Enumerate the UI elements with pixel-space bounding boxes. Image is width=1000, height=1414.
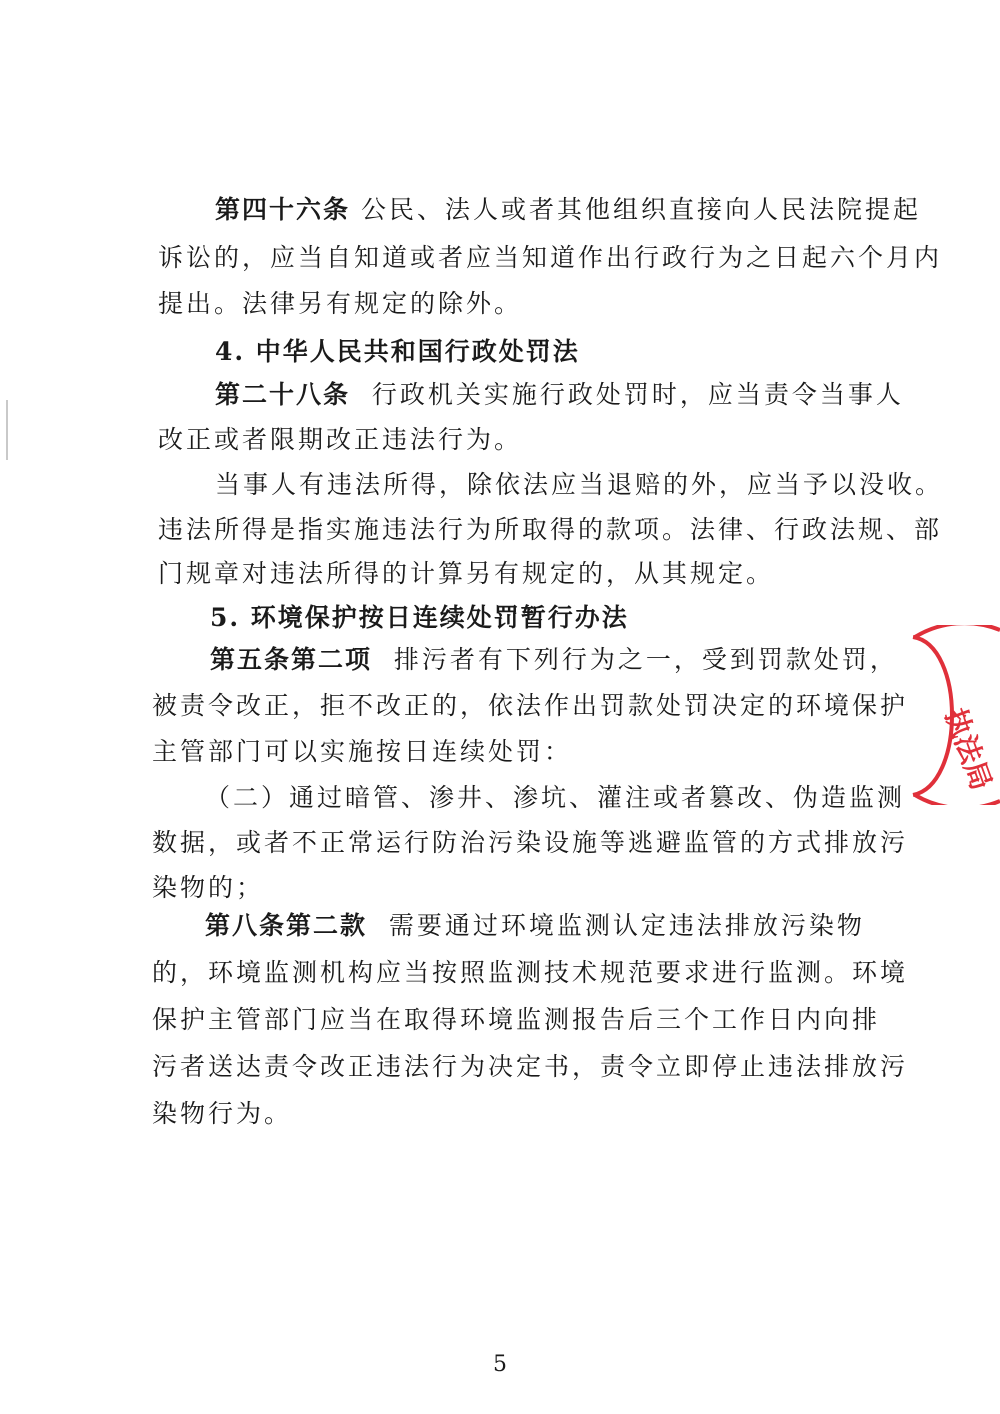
- article-46-title: 第四十六条: [215, 195, 351, 224]
- article-28-para2-line-1: 当事人有违法所得，除依法应当退赔的外，应当予以没收。: [215, 470, 944, 499]
- article-28-text-1: 行政机关实施行政处罚时，应当责令当事人: [371, 380, 904, 409]
- page-number: 5: [493, 1352, 507, 1377]
- article-46-line-1: [215, 192, 921, 228]
- article-5-item-line-2: 数据，或者不正常运行防治污染设施等逃避监管的方式排放污: [152, 828, 909, 857]
- article-5-item-line-1: （二）通过暗管、渗井、渗坑、灌注或者篡改、伪造监测: [205, 783, 906, 812]
- scan-artifact: [6, 400, 8, 460]
- article-28-line-1: [215, 377, 904, 413]
- article-5-text-1: 排污者有下列行为之一，受到罚款处罚，: [393, 645, 898, 674]
- article-28-para2-line-3: 门规章对违法所得的计算另有规定的，从其规定。: [158, 559, 775, 588]
- article-8-title: 第八条第二款: [205, 911, 368, 940]
- article-5-item-line-3: 染物的；: [152, 873, 265, 902]
- article-28-title: 第二十八条: [215, 380, 351, 409]
- article-8-line-2: 的，环境监测机构应当按照监测技术规范要求进行监测。环境: [152, 958, 909, 987]
- article-8-text-1: 需要通过环境监测认定违法排放污染物: [388, 911, 865, 940]
- article-46-line-3: 提出。法律另有规定的除外。: [158, 289, 523, 318]
- article-46-text-1: 公民、法人或者其他组织直接向人民法院提起: [360, 195, 921, 224]
- article-46-line-2: 诉讼的，应当自知道或者应当知道作出行政行为之日起六个月内: [158, 243, 943, 272]
- article-8-line-3: 保护主管部门应当在取得环境监测报告后三个工作日内向排: [152, 1005, 881, 1034]
- article-8-line-4: 污者送达责令改正违法行为决定书，责令立即停止违法排放污: [152, 1052, 909, 1081]
- section-heading-4: 4. 中华人民共和国行政处罚法: [215, 337, 580, 366]
- article-5-line-1: [210, 642, 898, 678]
- article-5-title: 第五条第二项: [210, 645, 373, 674]
- article-28-line-2: 改正或者限期改正违法行为。: [158, 425, 523, 454]
- official-seal: [905, 625, 1000, 805]
- article-5-line-3: 主管部门可以实施按日连续处罚：: [152, 737, 573, 766]
- article-5-line-2: 被责令改正，拒不改正的，依法作出罚款处罚决定的环境保护: [152, 691, 909, 720]
- article-28-para2-line-2: 违法所得是指实施违法行为所取得的款项。法律、行政法规、部: [158, 515, 943, 544]
- article-8-line-5: 染物行为。: [152, 1099, 293, 1128]
- seal-text: 执法局: [938, 704, 999, 795]
- article-8-line-1: [205, 908, 865, 944]
- section-heading-5: 5. 环境保护按日连续处罚暂行办法: [210, 603, 629, 632]
